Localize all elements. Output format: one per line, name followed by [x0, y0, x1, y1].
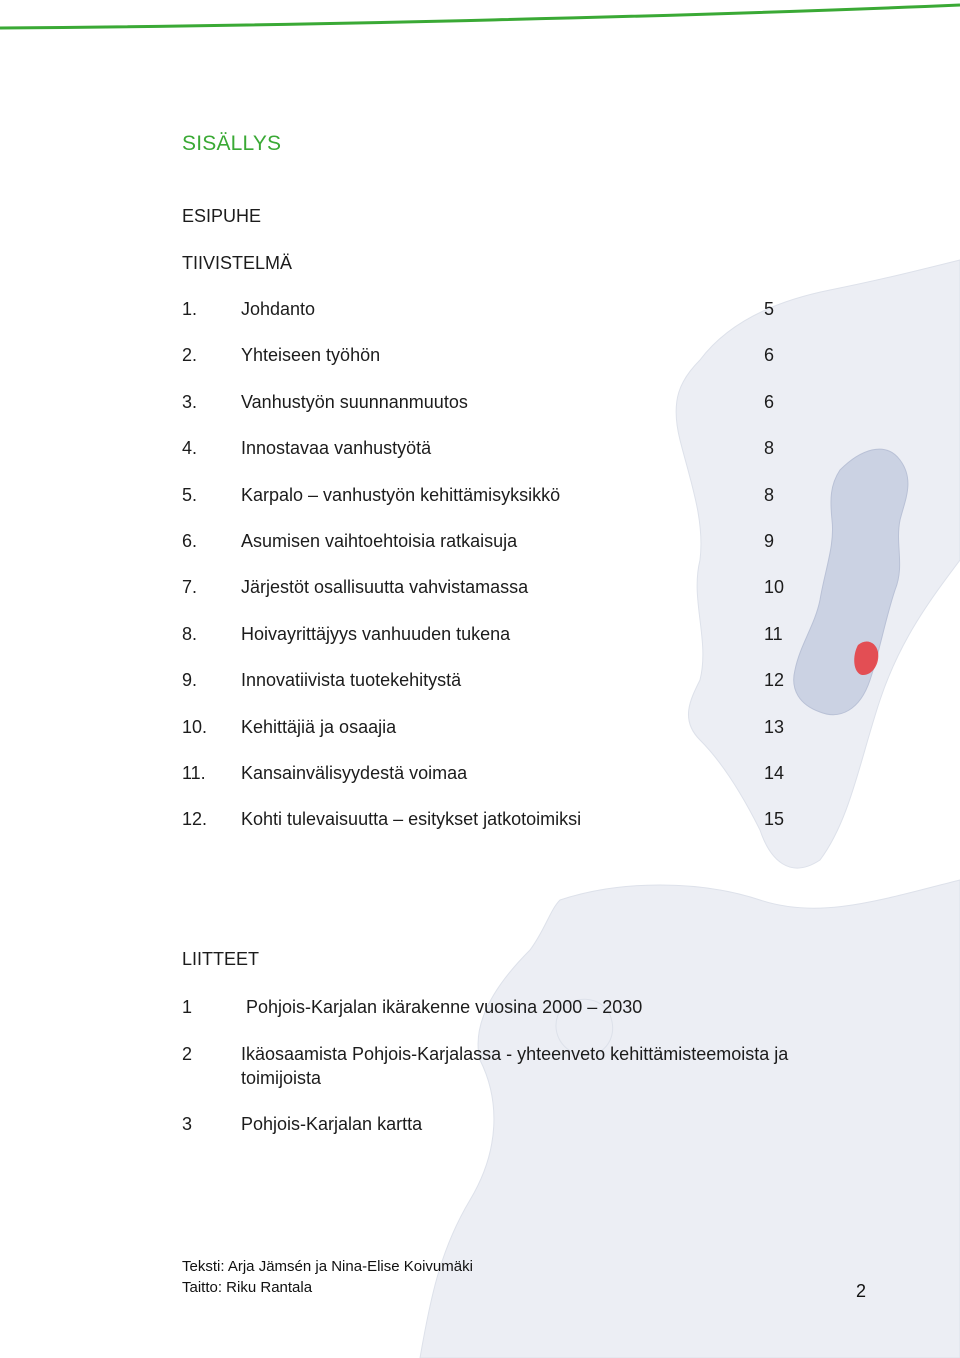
toc-number: 1. [182, 299, 198, 319]
toc-page: 13 [764, 717, 785, 737]
appendix-label: Pohjois-Karjalan ikärakenne vuosina 2000 – 2030 [241, 997, 643, 1017]
preface-heading: ESIPUHE [182, 206, 262, 226]
toc-label: Innovatiivista tuotekehitystä [241, 670, 462, 690]
toc-row [182, 763, 792, 787]
toc-row [182, 392, 792, 416]
page-number: 2 [856, 1281, 867, 1301]
credits [182, 1256, 473, 1298]
page-title: SISÄLLYS [182, 132, 282, 155]
toc-page: 5 [764, 299, 775, 319]
appendix-number: 1 [182, 997, 193, 1017]
toc-label: Kansainvälisyydestä voimaa [241, 763, 468, 783]
toc-number: 3. [182, 392, 198, 412]
toc-row [182, 299, 792, 323]
toc-row [182, 624, 792, 648]
toc-number: 4. [182, 438, 198, 458]
toc-row [182, 577, 792, 601]
appendix-number: 3 [182, 1114, 193, 1134]
toc-number: 9. [182, 670, 198, 690]
summary-heading: TIIVISTELMÄ [182, 253, 293, 273]
toc-label: Asumisen vaihtoehtoisia ratkaisuja [241, 531, 518, 551]
credits-layout: Taitto: Riku Rantala [182, 1279, 313, 1296]
toc-label: Kehittäjiä ja osaajia [241, 717, 397, 737]
appendix-label: Ikäosaamista Pohjois-Karjalassa - yhteenveto kehittämisteemoista ja toimijoista [241, 1044, 789, 1088]
toc-number: 12. [182, 809, 208, 829]
toc-number: 8. [182, 624, 198, 644]
appendix-label: Pohjois-Karjalan kartta [241, 1114, 423, 1134]
toc-label: Kohti tulevaisuutta – esitykset jatkotoimiksi [241, 809, 582, 829]
toc-row [182, 717, 792, 741]
toc-page: 15 [764, 809, 785, 829]
toc-page: 12 [764, 670, 785, 690]
toc-number: 11. [182, 763, 206, 783]
toc-page: 6 [764, 345, 775, 365]
toc-label: Johdanto [241, 299, 316, 319]
toc-page: 11 [764, 624, 783, 644]
toc-number: 10. [182, 717, 208, 737]
toc-label: Karpalo – vanhustyön kehittämisyksikkö [241, 485, 561, 505]
toc-page: 6 [764, 392, 775, 412]
toc-page: 8 [764, 485, 775, 505]
toc-label: Yhteiseen työhön [241, 345, 381, 365]
toc-number: 5. [182, 485, 198, 505]
toc-label: Vanhustyön suunnanmuutos [241, 392, 468, 412]
toc-number: 7. [182, 577, 198, 597]
toc-row [182, 345, 792, 369]
toc-row [182, 531, 792, 555]
appendices-heading: LIITTEET [182, 949, 260, 969]
toc-row [182, 438, 792, 462]
toc-row [182, 485, 792, 509]
toc-row [182, 809, 792, 833]
toc-page: 9 [764, 531, 775, 551]
toc-page: 8 [764, 438, 775, 458]
appendix-number: 2 [182, 1044, 193, 1064]
toc-number: 2. [182, 345, 198, 365]
toc-label: Järjestöt osallisuutta vahvistamassa [241, 577, 529, 597]
toc-number: 6. [182, 531, 198, 551]
toc-page: 14 [764, 763, 785, 783]
toc-page: 10 [764, 577, 785, 597]
toc-label: Innostavaa vanhustyötä [241, 438, 432, 458]
credits-text: Teksti: Arja Jämsén ja Nina-Elise Koivumäki [182, 1258, 473, 1275]
toc-label: Hoivayrittäjyys vanhuuden tukena [241, 624, 511, 644]
toc-row [182, 670, 792, 694]
